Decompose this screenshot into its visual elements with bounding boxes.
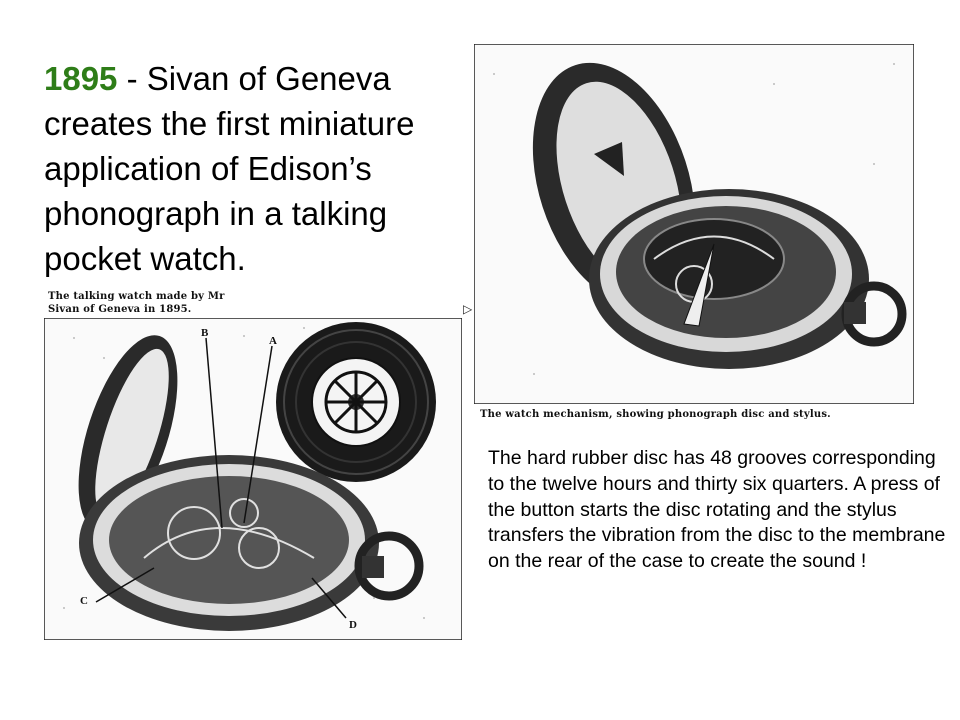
watch-mechanism-illustration — [474, 44, 914, 404]
title-text: - Sivan of Geneva creates the first miniature application of Edison’s phonograph in a talking pocket watch. — [44, 60, 415, 277]
arrow-marker-icon: ▷ — [463, 302, 473, 316]
label-a: A — [269, 335, 277, 347]
left-illustration-caption: The talking watch made by Mr Sivan of Geneva in 1895. — [48, 291, 225, 315]
description-paragraph: The hard rubber disc has 48 grooves corresponding to the twelve hours and thirty six quarters. A press of the button starts the disc rotating and the stylus transfers the vibration from the disc to the membrane on the rear of the case to create the sound ! — [488, 447, 946, 573]
title-year: 1895 — [44, 60, 118, 97]
label-b: B — [201, 327, 209, 339]
label-d: D — [349, 619, 357, 631]
label-c: C — [80, 595, 88, 607]
slide-title — [44, 56, 474, 281]
right-illustration-caption: The watch mechanism, showing phonograph disc and stylus. — [480, 409, 831, 420]
talking-watch-illustration — [44, 318, 462, 640]
